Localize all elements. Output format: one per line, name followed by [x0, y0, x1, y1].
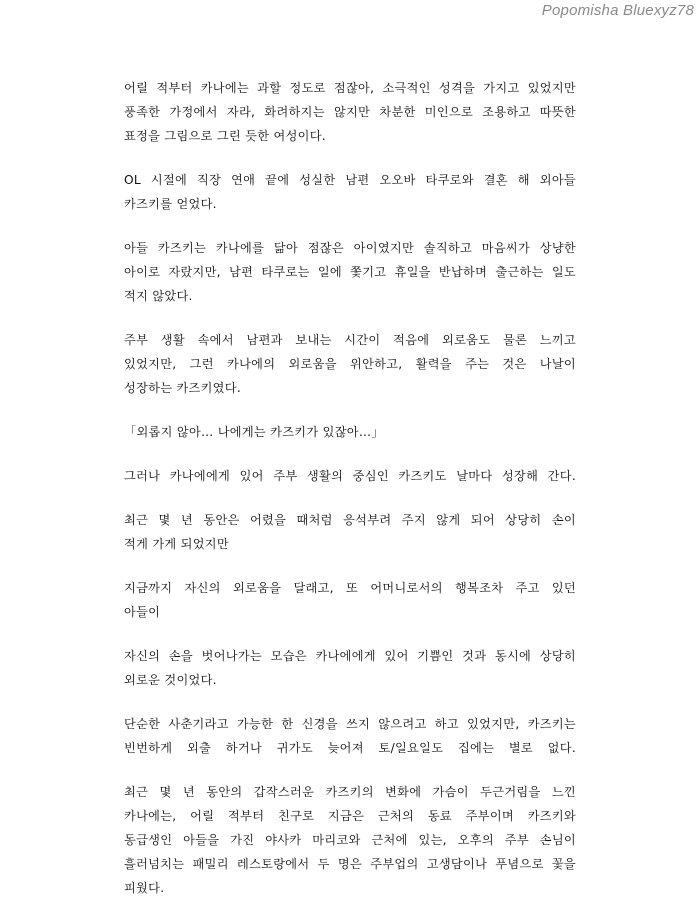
paragraph: [124, 712, 576, 760]
text-line: 카나에는, 어릴 적부터 친구로 지금은 근처의 동료 주부이며 카즈키와: [124, 809, 576, 823]
text-line: 주부 생활 속에서 남편과 보내는 시간이 적음에 외로움도 물론 느끼고: [124, 333, 576, 347]
paragraph: [124, 236, 576, 308]
text-line: 지금까지 자신의 외로움을 달래고, 또 어머니로서의 행복조차 주고 있던: [124, 581, 576, 595]
text-line: 최근 몇 년 동안의 갑작스러운 카즈키의 변화에 가슴이 두근거림을 느낀: [124, 785, 576, 799]
text-line: 적게 가게 되었지만: [124, 537, 229, 551]
watermark: Popomisha Bluexyz78: [541, 2, 694, 19]
text-line: 카즈키를 얻었다.: [124, 197, 217, 211]
text-line: 성장하는 카즈키였다.: [124, 381, 242, 395]
paragraph: [124, 328, 576, 400]
text-line: 흘러넘치는 패밀리 레스토랑에서 두 명은 주부업의 고생담이나 푸념으로 꽃을: [124, 857, 576, 871]
text-line: OL 시절에 직장 연애 끝에 성실한 남편 오오바 타쿠로와 결혼 해 외아들: [124, 173, 576, 187]
text-line: 풍족한 가정에서 자라, 화려하지는 않지만 차분한 미인으로 조용하고 따뜻한: [124, 105, 576, 119]
text-line: 최근 몇 년 동안은 어렸을 때처럼 응석부려 주지 않게 되어 상당히 손이: [124, 513, 576, 527]
paragraph: [124, 644, 576, 692]
text-line: 피웠다.: [124, 881, 165, 895]
text-line: 표정을 그림으로 그린 듯한 여성이다.: [124, 129, 326, 143]
text-line: 그러나 카나에에게 있어 주부 생활의 중심인 카즈키도 날마다 성장해 간다.: [124, 469, 576, 483]
text-line: 있었지만, 그런 카나에의 외로움을 위안하고, 활력을 주는 것은 나날이: [124, 357, 576, 371]
text-line: 빈번하게 외출 하거나 귀가도 늦어져 토/일요일도 집에는 별로 없다.: [124, 741, 576, 755]
text-line: 동급생인 아들을 가진 야사카 마리코와 근처에 있는, 오후의 주부 손님이: [124, 833, 576, 847]
text-line: 아들 카즈키는 카나에를 닮아 점잖은 아이였지만 솔직하고 마음씨가 상냥한: [124, 241, 576, 255]
document-body: [124, 76, 576, 920]
paragraph: [124, 76, 576, 148]
text-line: 외로운 것이었다.: [124, 673, 217, 687]
paragraph: [124, 508, 576, 556]
text-line: 적지 않았다.: [124, 289, 193, 303]
paragraph: [124, 420, 576, 444]
text-line: 자신의 손을 벗어나가는 모습은 카나에에게 있어 기쁨인 것과 동시에 상당히: [124, 649, 576, 663]
paragraph: [124, 780, 576, 900]
text-line: 「외롭지 않아… 나에게는 카즈키가 있잖아…」: [124, 425, 384, 439]
text-line: 아들이: [124, 605, 161, 619]
paragraph: [124, 168, 576, 216]
text-line: 아이로 자랐지만, 남편 타쿠로는 일에 쫓기고 휴일을 반납하며 출근하는 일도: [124, 265, 576, 279]
text-line: 어릴 적부터 카나에는 과할 정도로 점잖아, 소극적인 성격을 가지고 있었지만: [124, 81, 576, 95]
paragraph: [124, 576, 576, 624]
text-line: 단순한 사춘기라고 가능한 한 신경을 쓰지 않으려고 하고 있었지만, 카즈키는: [124, 717, 576, 731]
paragraph: [124, 464, 576, 488]
